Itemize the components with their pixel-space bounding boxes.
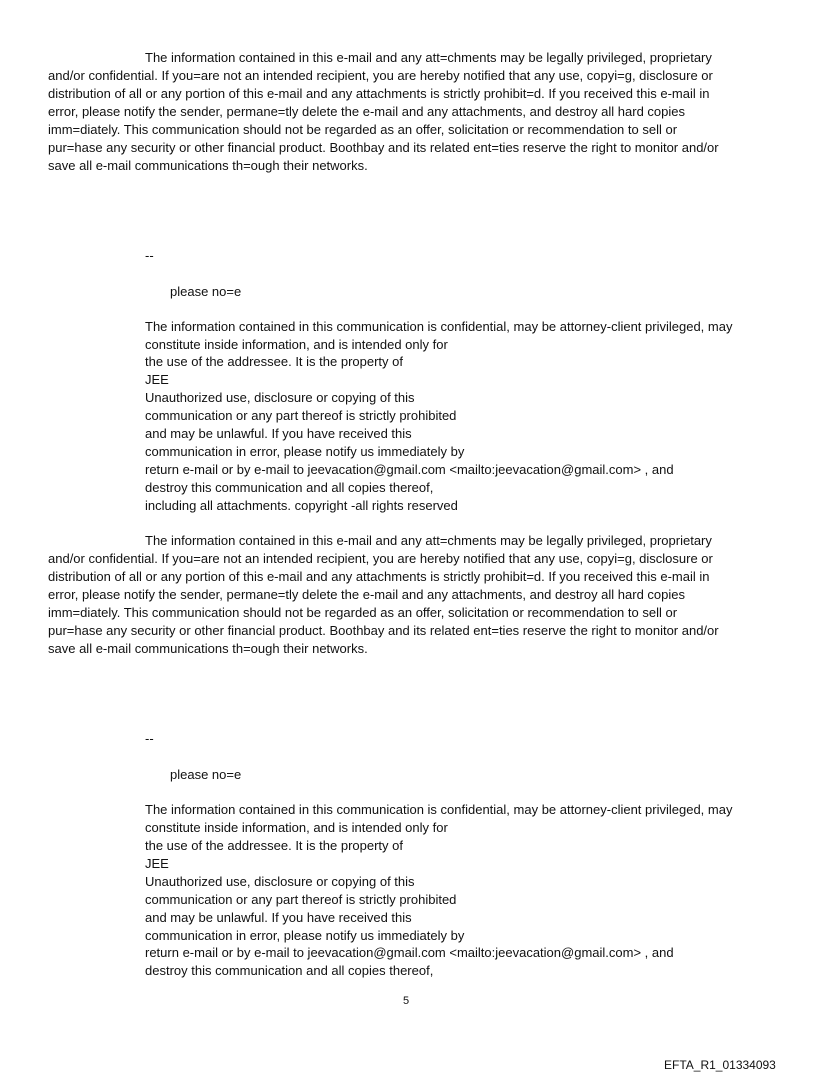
bates-id: EFTA_R1_01334093 [664, 1058, 776, 1072]
disclaimer-line: pur=hase any security or other financial product. Boothbay and its related ent=ties reserve the right to monitor and/or [48, 140, 719, 155]
notice-line: JEE [145, 372, 169, 387]
disclaimer-line: distribution of all or any portion of this e-mail and any attachments is strictly prohibit=d. If you received this e-mail in [48, 569, 710, 584]
notice-line: destroy this communication and all copies thereof, [145, 963, 434, 978]
notice-line: communication in error, please notify us immediately by [145, 928, 465, 943]
notice-line: destroy this communication and all copies thereof, [145, 480, 434, 495]
note: please no=e [170, 767, 242, 782]
disclaimer-line: imm=diately. This communication should not be regarded as an offer, solicitation or recommendation to sell or [48, 605, 678, 620]
note: please no=e [170, 284, 242, 299]
disclaimer-line: save all e-mail communications th=ough their networks. [48, 641, 368, 656]
disclaimer-line: The information contained in this e-mail and any att=chments may be legally privileged, proprietary [145, 533, 712, 548]
disclaimer-line: pur=hase any security or other financial product. Boothbay and its related ent=ties reserve the right to monitor and/or [48, 623, 719, 638]
notice-line: return e-mail or by e-mail to jeevacation@gmail.com <mailto:jeevacation@gmail.com> , and [145, 945, 674, 960]
notice-line: return e-mail or by e-mail to jeevacation@gmail.com <mailto:jeevacation@gmail.com> , and [145, 462, 674, 477]
disclaimer-line: error, please notify the sender, permane=tly delete the e-mail and any attachments, and destroy all hard copies [48, 104, 686, 119]
notice-line: communication in error, please notify us immediately by [145, 444, 465, 459]
notice-line: Unauthorized use, disclosure or copying of this [145, 390, 415, 405]
notice-line: and may be unlawful. If you have received this [145, 910, 412, 925]
disclaimer-line: and/or confidential. If you=are not an intended recipient, you are hereby notified that any use, copyi=g, disclosure or [48, 551, 713, 566]
notice-line: The information contained in this communication is confidential, may be attorney-client privileged, may [145, 802, 733, 817]
separator: -- [145, 248, 154, 263]
disclaimer-line: The information contained in this e-mail and any att=chments may be legally privileged, proprietary [145, 50, 712, 65]
disclaimer-line: distribution of all or any portion of this e-mail and any attachments is strictly prohibit=d. If you received this e-mail in [48, 86, 710, 101]
disclaimer-line: error, please notify the sender, permane=tly delete the e-mail and any attachments, and destroy all hard copies [48, 587, 686, 602]
notice-line: communication or any part thereof is strictly prohibited [145, 892, 457, 907]
notice-line: and may be unlawful. If you have received this [145, 426, 412, 441]
notice-line: including all attachments. copyright -all rights reserved [145, 498, 458, 513]
disclaimer-line: save all e-mail communications th=ough their networks. [48, 158, 368, 173]
notice-line: the use of the addressee. It is the property of [145, 838, 403, 853]
separator: -- [145, 731, 154, 746]
notice-line: communication or any part thereof is strictly prohibited [145, 408, 457, 423]
notice-line: the use of the addressee. It is the property of [145, 354, 403, 369]
notice-line: constitute inside information, and is intended only for [145, 820, 448, 835]
notice-line: JEE [145, 856, 169, 871]
notice-line: The information contained in this communication is confidential, may be attorney-client privileged, may [145, 319, 733, 334]
notice-line: constitute inside information, and is intended only for [145, 337, 448, 352]
notice-line: Unauthorized use, disclosure or copying of this [145, 874, 415, 889]
disclaimer-line: and/or confidential. If you=are not an intended recipient, you are hereby notified that any use, copyi=g, disclosure or [48, 68, 713, 83]
disclaimer-line: imm=diately. This communication should not be regarded as an offer, solicitation or recommendation to sell or [48, 122, 678, 137]
page-number: 5 [403, 995, 410, 1007]
